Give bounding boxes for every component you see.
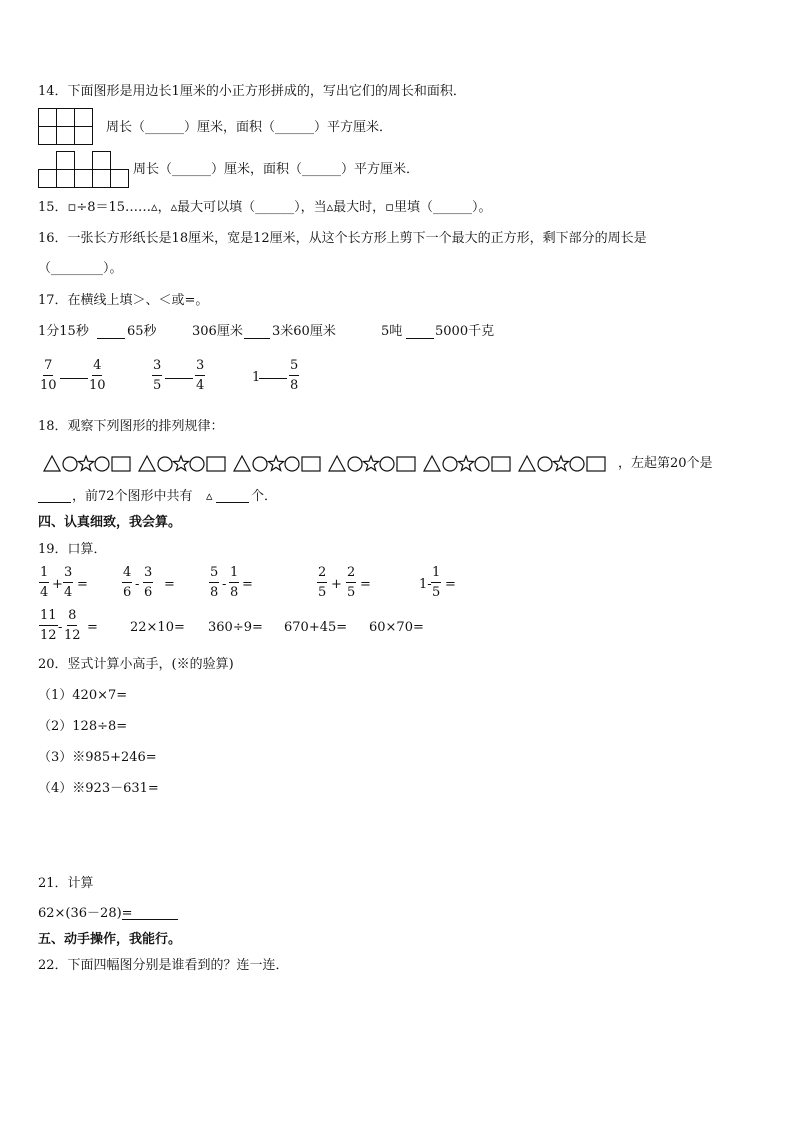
q21-title: 21．计算 xyxy=(38,876,94,891)
operator: - xyxy=(135,577,140,592)
calc-item: 670+45= xyxy=(284,620,348,635)
star-shape xyxy=(78,456,93,471)
q17-blank-5[interactable] xyxy=(165,378,193,379)
q20-item-2: （2）128÷8= xyxy=(38,719,128,734)
q20-item-4: （4）※923－631= xyxy=(38,781,159,796)
q19-title: 19．口算． xyxy=(38,542,107,557)
operator: - xyxy=(58,620,63,635)
calc-item: 360÷9= xyxy=(208,620,263,635)
circle-shape xyxy=(95,457,109,471)
q17-c3-left: 5吨 xyxy=(381,324,403,339)
q18-line2-b: 个． xyxy=(251,489,278,504)
square-shape xyxy=(112,457,130,471)
square-shape xyxy=(397,457,415,471)
q18-blank-2[interactable] xyxy=(216,502,249,503)
star-shape xyxy=(268,456,283,471)
equals: = xyxy=(77,577,88,592)
q14-line2: 周长（______）厘米，面积（______）平方厘米． xyxy=(133,162,420,177)
operator: - xyxy=(222,577,227,592)
q17-c2-right: 3米60厘米 xyxy=(272,324,336,339)
circle-shape xyxy=(285,457,299,471)
fraction: 11 12 xyxy=(40,608,57,643)
fraction: 2 5 xyxy=(318,565,327,600)
q17-c1-right: 65秒 xyxy=(127,324,157,339)
calc-item: 22×10= xyxy=(130,620,185,635)
equals: = xyxy=(360,577,371,592)
triangle-icon: ▵ xyxy=(206,489,213,504)
q17-c2-left: 306厘米 xyxy=(192,324,243,339)
star-shape xyxy=(173,456,188,471)
section-4-heading: 四、认真细致，我会算。 xyxy=(38,515,182,530)
fraction: 1 8 xyxy=(230,565,239,600)
q17-blank-1[interactable] xyxy=(97,338,125,339)
circle-shape xyxy=(158,457,172,471)
q21-answer-blank[interactable] xyxy=(122,919,178,920)
section-5-heading: 五、动手操作，我能行。 xyxy=(38,932,182,947)
q14-text: 14．下面图形是用边长1厘米的小正方形拼成的，写出它们的周长和面积． xyxy=(38,84,466,99)
q17-blank-3[interactable] xyxy=(406,338,434,339)
q20-item-3: （3）※985+246= xyxy=(38,750,157,765)
q17-f3-left: 1 xyxy=(252,370,261,385)
q18-title: 18．观察下列图形的排列规律： xyxy=(38,419,224,434)
fraction: 1 5 xyxy=(432,565,441,600)
q16-line1: 16．一张长方形纸长是18厘米，宽是12厘米，从这个长方形上剪下一个最大的正方形，剩下部分的周长是 xyxy=(38,231,647,246)
fraction: 2 5 xyxy=(347,565,356,600)
q21-expression: 62×(36－28)= xyxy=(38,906,133,921)
q16-line2: （________）。 xyxy=(38,261,123,276)
triangle-shape xyxy=(234,456,250,471)
triangle-shape xyxy=(519,456,535,471)
triangle-shape xyxy=(329,456,345,471)
calc-item: 60×70= xyxy=(369,620,424,635)
circle-shape xyxy=(538,457,552,471)
square-shape xyxy=(302,457,320,471)
equals: = xyxy=(164,577,175,592)
circle-shape xyxy=(475,457,489,471)
q17-blank-6[interactable] xyxy=(259,378,287,379)
q17-c3-right: 5000千克 xyxy=(435,324,495,339)
circle-shape xyxy=(190,457,204,471)
circle-shape xyxy=(63,457,77,471)
circle-shape xyxy=(348,457,362,471)
fraction: 7 10 xyxy=(40,358,57,393)
fraction: 8 12 xyxy=(64,608,81,643)
triangle-shape xyxy=(139,456,155,471)
fraction: 3 4 xyxy=(196,358,205,393)
q18-blank-1[interactable] xyxy=(38,502,71,503)
triangle-shape xyxy=(424,456,440,471)
q18-tail: ，左起第20个是 xyxy=(618,456,713,471)
q17-title: 17．在横线上填＞、＜或=。 xyxy=(38,293,209,308)
q14-line1: 周长（______）厘米，面积（______）平方厘米． xyxy=(106,120,393,135)
fraction: 3 5 xyxy=(153,358,162,393)
fraction: 5 8 xyxy=(210,565,219,600)
equals: = xyxy=(87,620,98,635)
fraction: 4 10 xyxy=(89,358,106,393)
q22-text: 22．下面四幅图分别是谁看到的？连一连． xyxy=(38,958,289,973)
fraction: 4 6 xyxy=(123,565,132,600)
square-shape xyxy=(587,457,605,471)
q18-line2-a: ，前72个图形中共有 xyxy=(72,489,193,504)
whole-number: 1- xyxy=(419,577,432,592)
q20-title: 20．竖式计算小高手，(※的验算) xyxy=(38,657,234,672)
q17-blank-2[interactable] xyxy=(244,338,270,339)
circle-shape xyxy=(443,457,457,471)
q17-blank-4[interactable] xyxy=(60,378,88,379)
star-shape xyxy=(458,456,473,471)
fraction: 5 8 xyxy=(290,358,299,393)
star-shape xyxy=(363,456,378,471)
triangle-shape xyxy=(44,456,60,471)
q15-text: 15．▫÷8＝15……▵，▵最大可以填（______），当▵最大时，▫里填（______）。 xyxy=(38,200,492,215)
equals: = xyxy=(242,577,253,592)
fraction: 3 4 xyxy=(64,565,73,600)
q17-c1-left: 1分15秒 xyxy=(38,324,89,339)
shape-pattern xyxy=(44,454,614,474)
fraction: 1 4 xyxy=(40,565,49,600)
equals: = xyxy=(445,577,456,592)
fraction: 3 6 xyxy=(144,565,153,600)
circle-shape xyxy=(380,457,394,471)
square-shape xyxy=(207,457,225,471)
star-shape xyxy=(553,456,568,471)
operator: + xyxy=(52,577,63,592)
q20-item-1: （1）420×7= xyxy=(38,688,128,703)
square-shape xyxy=(492,457,510,471)
circle-shape xyxy=(570,457,584,471)
operator: + xyxy=(331,577,342,592)
circle-shape xyxy=(253,457,267,471)
